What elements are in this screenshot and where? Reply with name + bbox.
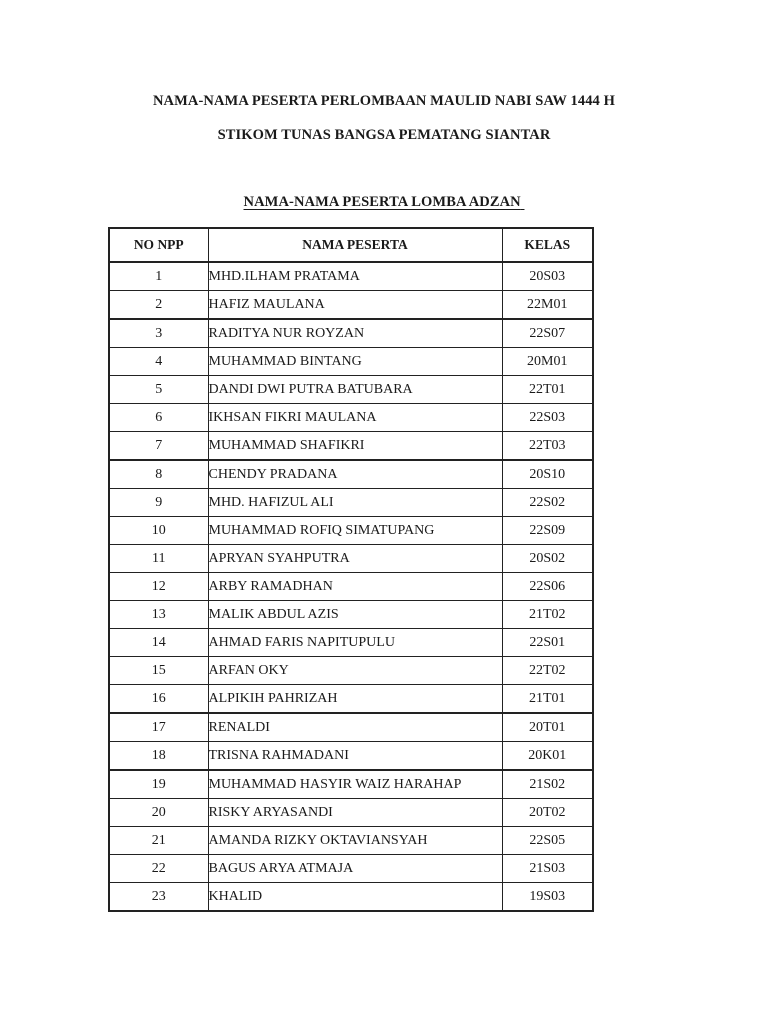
table-row bbox=[109, 713, 593, 742]
cell-kelas: 21T01 bbox=[502, 685, 593, 714]
cell-nama: MUHAMMAD ROFIQ SIMATUPANG bbox=[208, 517, 502, 545]
cell-no: 20 bbox=[109, 799, 208, 827]
cell-no: 6 bbox=[109, 404, 208, 432]
table-row bbox=[109, 291, 593, 320]
table-row bbox=[109, 742, 593, 771]
cell-kelas: 21T02 bbox=[502, 601, 593, 629]
cell-nama: TRISNA RAHMADANI bbox=[208, 742, 502, 771]
cell-nama: MUHAMMAD SHAFIKRI bbox=[208, 432, 502, 461]
cell-nama: AMANDA RIZKY OKTAVIANSYAH bbox=[208, 827, 502, 855]
cell-kelas: 22S09 bbox=[502, 517, 593, 545]
cell-kelas: 22M01 bbox=[502, 291, 593, 320]
cell-nama: KHALID bbox=[208, 883, 502, 912]
cell-no: 11 bbox=[109, 545, 208, 573]
column-header-kelas: KELAS bbox=[502, 228, 593, 262]
table-row bbox=[109, 657, 593, 685]
cell-nama: ARFAN OKY bbox=[208, 657, 502, 685]
table-row bbox=[109, 601, 593, 629]
table-row bbox=[109, 376, 593, 404]
cell-nama: DANDI DWI PUTRA BATUBARA bbox=[208, 376, 502, 404]
table-row bbox=[109, 348, 593, 376]
table-row bbox=[109, 827, 593, 855]
document-title: NAMA-NAMA PESERTA PERLOMBAAN MAULID NABI SAW 1444 H bbox=[152, 93, 616, 109]
cell-no: 21 bbox=[109, 827, 208, 855]
cell-no: 9 bbox=[109, 489, 208, 517]
cell-no: 18 bbox=[109, 742, 208, 771]
table-row bbox=[109, 489, 593, 517]
cell-no: 8 bbox=[109, 460, 208, 489]
cell-nama: MUHAMMAD HASYIR WAIZ HARAHAP bbox=[208, 770, 502, 799]
cell-no: 7 bbox=[109, 432, 208, 461]
cell-nama: IKHSAN FIKRI MAULANA bbox=[208, 404, 502, 432]
cell-no: 23 bbox=[109, 883, 208, 912]
cell-nama: ARBY RAMADHAN bbox=[208, 573, 502, 601]
cell-kelas: 22S03 bbox=[502, 404, 593, 432]
cell-nama: RADITYA NUR ROYZAN bbox=[208, 319, 502, 348]
table-body bbox=[109, 262, 593, 911]
table-row bbox=[109, 629, 593, 657]
cell-kelas: 22T02 bbox=[502, 657, 593, 685]
cell-kelas: 20M01 bbox=[502, 348, 593, 376]
cell-kelas: 22S05 bbox=[502, 827, 593, 855]
table-row bbox=[109, 883, 593, 912]
cell-nama: MHD. HAFIZUL ALI bbox=[208, 489, 502, 517]
cell-kelas: 20K01 bbox=[502, 742, 593, 771]
cell-kelas: 20S10 bbox=[502, 460, 593, 489]
cell-no: 14 bbox=[109, 629, 208, 657]
cell-no: 10 bbox=[109, 517, 208, 545]
cell-no: 1 bbox=[109, 262, 208, 291]
cell-kelas: 21S03 bbox=[502, 855, 593, 883]
table-header-row bbox=[109, 228, 593, 262]
cell-nama: RENALDI bbox=[208, 713, 502, 742]
cell-nama: APRYAN SYAHPUTRA bbox=[208, 545, 502, 573]
table-row bbox=[109, 573, 593, 601]
cell-no: 13 bbox=[109, 601, 208, 629]
table-row bbox=[109, 517, 593, 545]
cell-nama: BAGUS ARYA ATMAJA bbox=[208, 855, 502, 883]
cell-kelas: 20S03 bbox=[502, 262, 593, 291]
table-row bbox=[109, 319, 593, 348]
table-row bbox=[109, 460, 593, 489]
cell-no: 3 bbox=[109, 319, 208, 348]
table-row bbox=[109, 855, 593, 883]
column-header-nama-peserta: NAMA PESERTA bbox=[208, 228, 502, 262]
table-row bbox=[109, 545, 593, 573]
table-row bbox=[109, 770, 593, 799]
table-row bbox=[109, 685, 593, 714]
table-row bbox=[109, 262, 593, 291]
cell-kelas: 22S02 bbox=[502, 489, 593, 517]
section-heading-text: NAMA-NAMA PESERTA LOMBA ADZAN bbox=[243, 194, 521, 210]
cell-no: 12 bbox=[109, 573, 208, 601]
table-row bbox=[109, 404, 593, 432]
cell-no: 19 bbox=[109, 770, 208, 799]
cell-kelas: 22T01 bbox=[502, 376, 593, 404]
cell-no: 15 bbox=[109, 657, 208, 685]
cell-nama: RISKY ARYASANDI bbox=[208, 799, 502, 827]
column-header-no-npp: NO NPP bbox=[109, 228, 208, 262]
table-row bbox=[109, 432, 593, 461]
cell-nama: CHENDY PRADANA bbox=[208, 460, 502, 489]
cell-no: 22 bbox=[109, 855, 208, 883]
table-row bbox=[109, 799, 593, 827]
cell-kelas: 20T02 bbox=[502, 799, 593, 827]
cell-kelas: 21S02 bbox=[502, 770, 593, 799]
section-heading bbox=[0, 194, 768, 211]
cell-kelas: 22S07 bbox=[502, 319, 593, 348]
cell-nama: AHMAD FARIS NAPITUPULU bbox=[208, 629, 502, 657]
cell-nama: HAFIZ MAULANA bbox=[208, 291, 502, 320]
cell-nama: MALIK ABDUL AZIS bbox=[208, 601, 502, 629]
cell-kelas: 20S02 bbox=[502, 545, 593, 573]
cell-no: 2 bbox=[109, 291, 208, 320]
cell-nama: MHD.ILHAM PRATAMA bbox=[208, 262, 502, 291]
cell-kelas: 20T01 bbox=[502, 713, 593, 742]
cell-nama: ALPIKIH PAHRIZAH bbox=[208, 685, 502, 714]
cell-kelas: 22T03 bbox=[502, 432, 593, 461]
institution-name: STIKOM TUNAS BANGSA PEMATANG SIANTAR bbox=[217, 127, 551, 143]
cell-no: 4 bbox=[109, 348, 208, 376]
cell-nama: MUHAMMAD BINTANG bbox=[208, 348, 502, 376]
cell-kelas: 19S03 bbox=[502, 883, 593, 912]
cell-no: 17 bbox=[109, 713, 208, 742]
cell-kelas: 22S01 bbox=[502, 629, 593, 657]
participants-table bbox=[108, 227, 594, 912]
cell-no: 16 bbox=[109, 685, 208, 714]
cell-no: 5 bbox=[109, 376, 208, 404]
cell-kelas: 22S06 bbox=[502, 573, 593, 601]
